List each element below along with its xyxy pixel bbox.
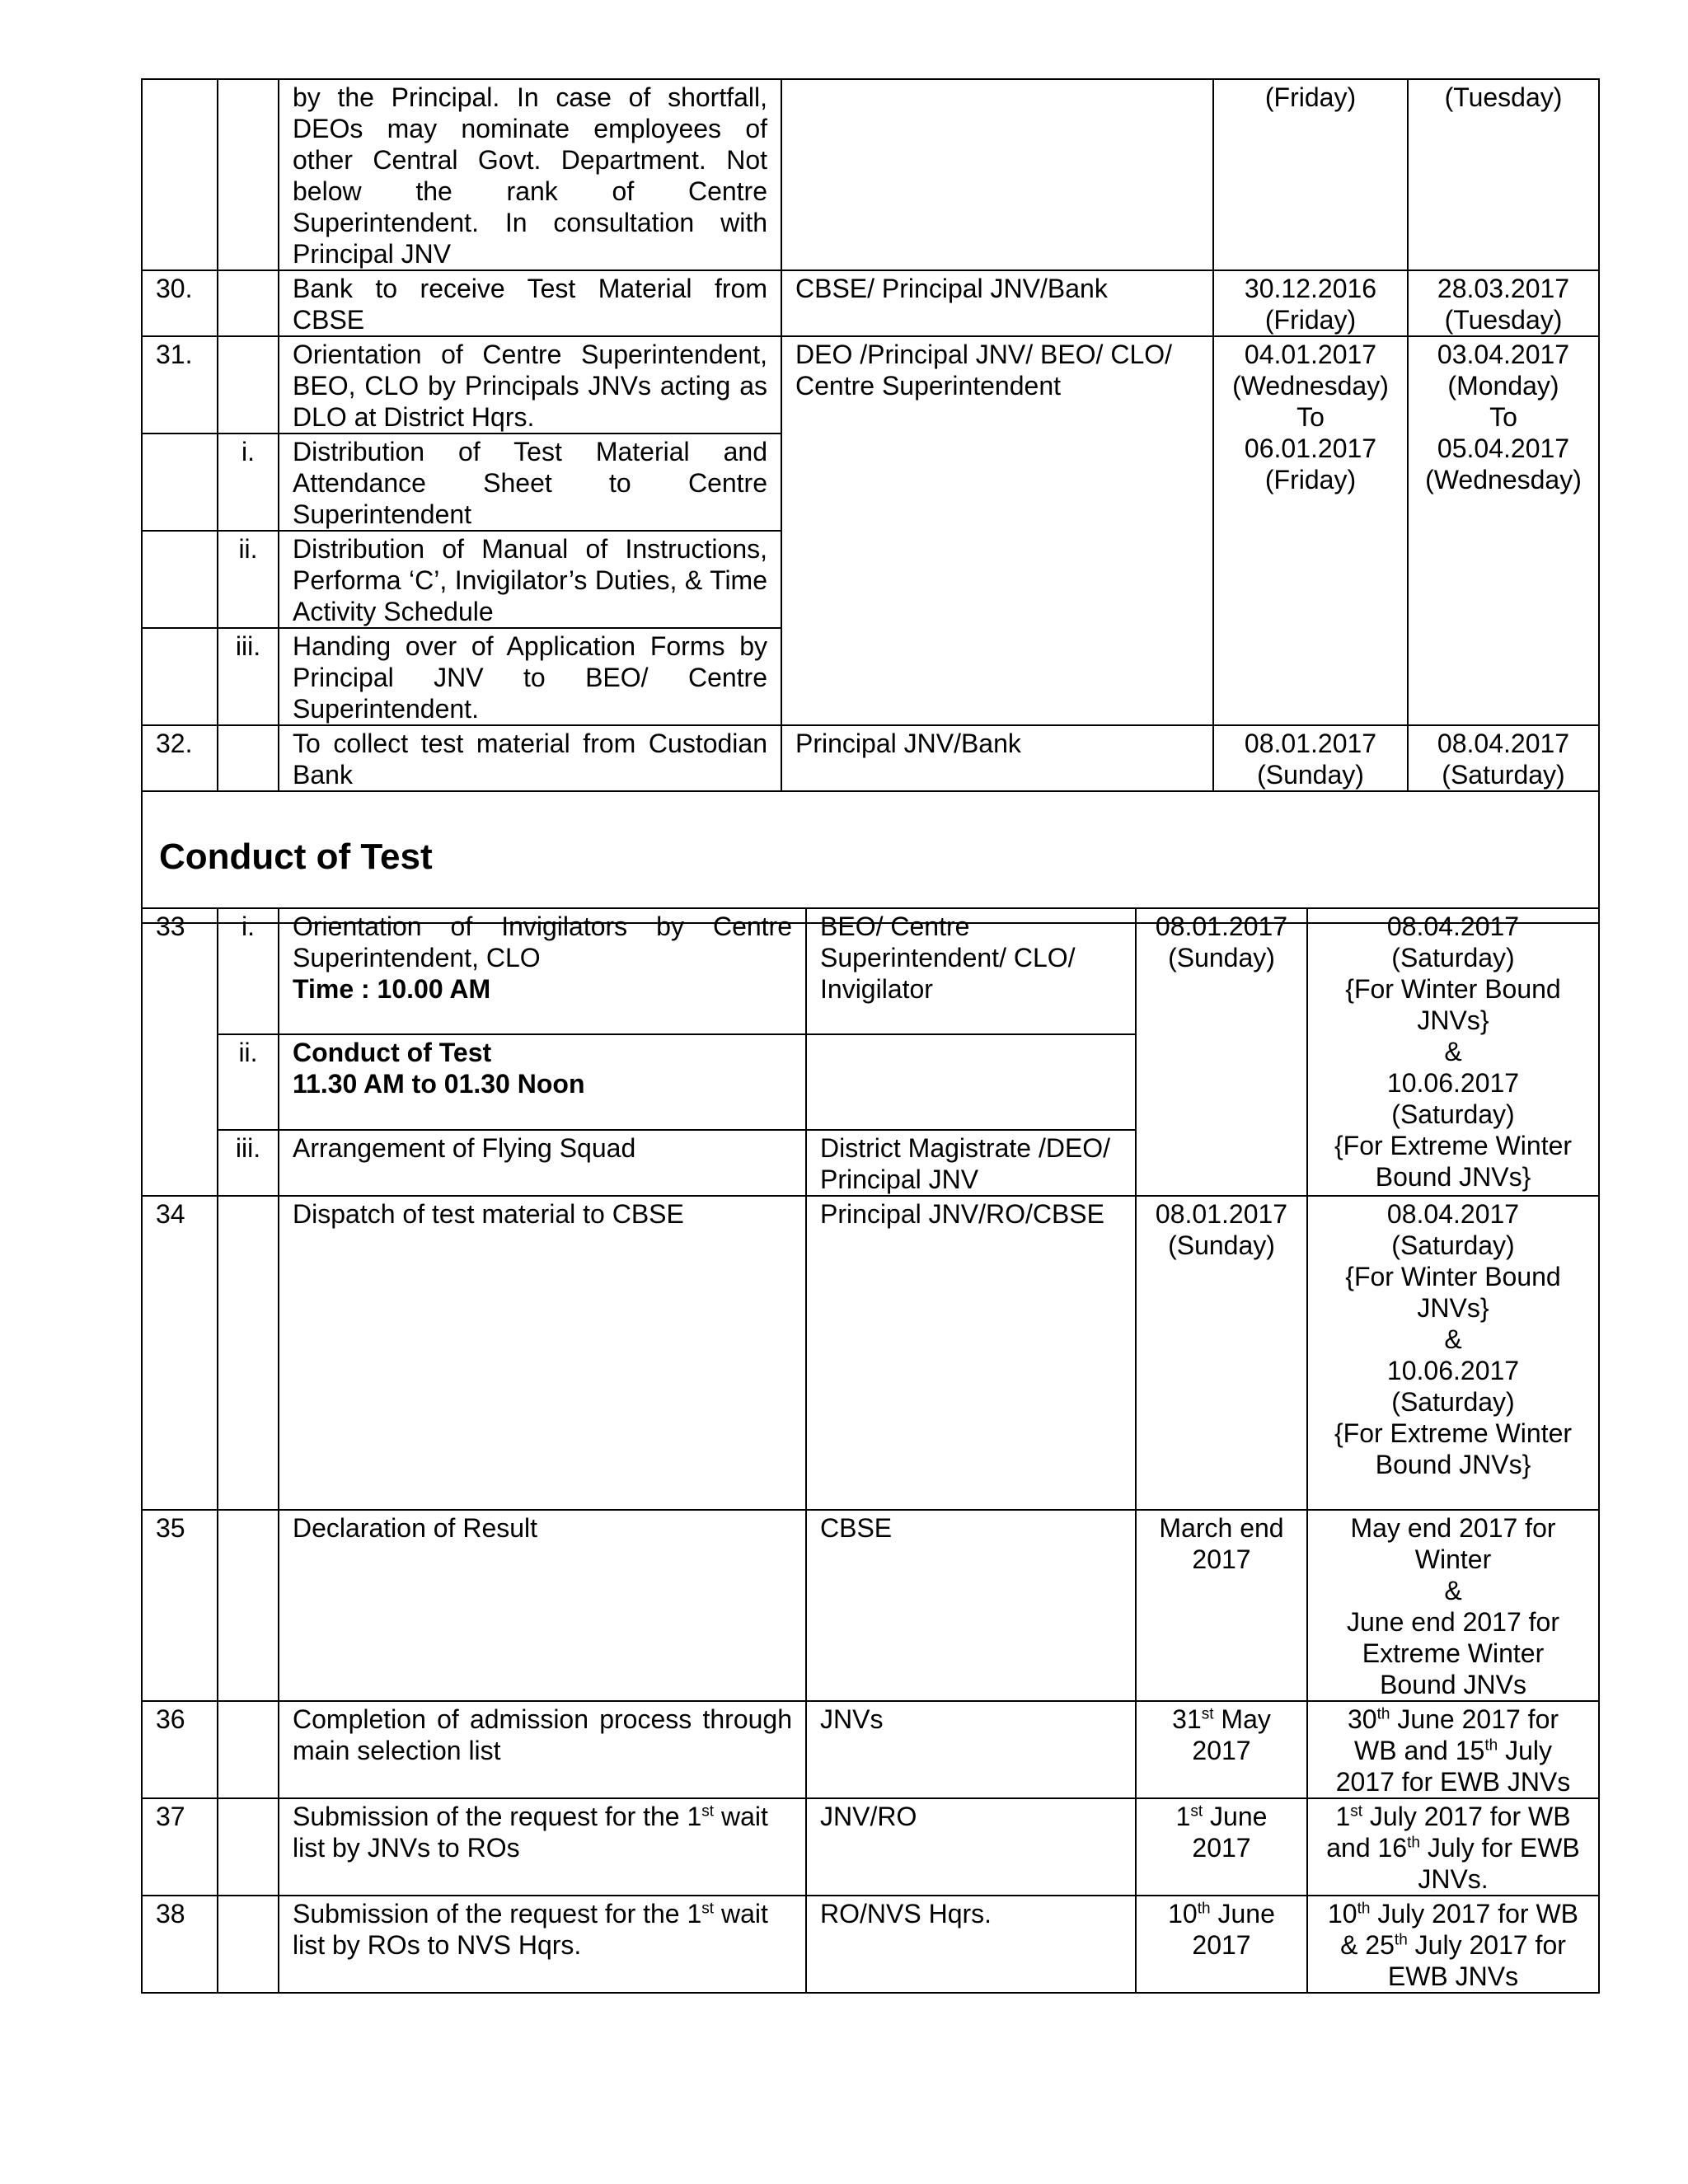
activity-cell: by the Principal. In case of shortfall, DEOs may nominate employees of other Central Govt. Department. Not below the rank of Centre Superintendent. In consultation with Principal JNV: [279, 79, 781, 270]
activity-cell: Distribution of Test Material and Attendance Sheet to Centre Superintendent: [279, 434, 781, 531]
responsible-cell: CBSE/ Principal JNV/Bank: [781, 270, 1213, 336]
date-cell-1: 08.01.2017 (Sunday): [1136, 908, 1307, 1196]
serial-number: 38: [142, 1896, 218, 1993]
date-cell-2: 08.04.2017 (Saturday) {For Winter Bound JNVs} & 10.06.2017 (Saturday) {For Extreme Winter Bound JNVs}: [1307, 908, 1599, 1196]
table-row: [142, 791, 1599, 923]
responsible-cell: CBSE: [806, 1510, 1136, 1701]
activity-cell: Dispatch of test material to CBSE: [279, 1196, 806, 1510]
date-cell-2: 08.04.2017 (Saturday) {For Winter Bound JNVs} & 10.06.2017 (Saturday) {For Extreme Winter Bound JNVs}: [1307, 1196, 1599, 1510]
sub-item-number: [218, 1196, 279, 1510]
table-row: [142, 1510, 1599, 1701]
table-row: [142, 1701, 1599, 1798]
date-cell-1: 08.01.2017 (Sunday): [1213, 725, 1408, 791]
date-cell-1: March end 2017: [1136, 1510, 1307, 1701]
responsible-cell: [806, 1034, 1136, 1130]
date-cell-2: 30th June 2017 for WB and 15th July 2017 for EWB JNVs: [1307, 1701, 1599, 1798]
activity-cell: Bank to receive Test Material from CBSE: [279, 270, 781, 336]
date-cell-2: 08.04.2017 (Saturday): [1408, 725, 1599, 791]
sub-item-number: [218, 336, 279, 434]
date-cell-1: 04.01.2017 (Wednesday) To 06.01.2017 (Friday): [1213, 336, 1408, 725]
responsible-cell: [781, 79, 1213, 270]
responsible-cell: DEO /Principal JNV/ BEO/ CLO/ Centre Superintendent: [781, 336, 1213, 725]
sub-item-number: i.: [218, 434, 279, 531]
serial-number: 30.: [142, 270, 218, 336]
serial-number: 35: [142, 1510, 218, 1701]
date-cell-2: (Tuesday): [1408, 79, 1599, 270]
date-cell-2: 10th July 2017 for WB & 25th July 2017 for EWB JNVs: [1307, 1896, 1599, 1993]
serial-number: 32.: [142, 725, 218, 791]
responsible-cell: District Magistrate /DEO/ Principal JNV: [806, 1130, 1136, 1196]
activity-cell: Arrangement of Flying Squad: [279, 1130, 806, 1196]
date-cell-1: (Friday): [1213, 79, 1408, 270]
responsible-cell: Principal JNV/Bank: [781, 725, 1213, 791]
sub-item-number: ii.: [218, 531, 279, 628]
sub-item-number: iii.: [218, 628, 279, 725]
date-cell-1: 08.01.2017 (Sunday): [1136, 1196, 1307, 1510]
serial-number: [142, 434, 218, 531]
activity-cell: Handing over of Application Forms by Principal JNV to BEO/ Centre Superintendent.: [279, 628, 781, 725]
activity-cell: Completion of admission process through main selection list: [279, 1701, 806, 1798]
sub-item-number: [218, 79, 279, 270]
serial-number: [142, 628, 218, 725]
serial-number: 31.: [142, 336, 218, 434]
sub-item-number: [218, 1510, 279, 1701]
table-row: [142, 908, 1599, 1034]
sub-item-number: iii.: [218, 1130, 279, 1196]
table-row: [142, 725, 1599, 791]
responsible-cell: Principal JNV/RO/CBSE: [806, 1196, 1136, 1510]
date-cell-1: 31st May 2017: [1136, 1701, 1307, 1798]
sub-item-number: [218, 1701, 279, 1798]
activity-cell: Orientation of Invigilators by Centre Superintendent, CLO Time : 10.00 AM: [279, 908, 806, 1034]
table-row: [142, 1798, 1599, 1896]
section-heading: Conduct of Test: [142, 791, 1599, 923]
activity-cell: Orientation of Centre Superintendent, BEO, CLO by Principals JNVs acting as DLO at District Hqrs.: [279, 336, 781, 434]
serial-number: [142, 531, 218, 628]
serial-number: 34: [142, 1196, 218, 1510]
table-row: [142, 79, 1599, 270]
activity-cell: Submission of the request for the 1st wait list by ROs to NVS Hqrs.: [279, 1896, 806, 1993]
serial-number: 36: [142, 1701, 218, 1798]
sub-item-number: [218, 1798, 279, 1896]
date-cell-1: 10th June 2017: [1136, 1896, 1307, 1993]
responsible-cell: RO/NVS Hqrs.: [806, 1896, 1136, 1993]
sub-item-number: ii.: [218, 1034, 279, 1130]
sub-item-number: [218, 270, 279, 336]
schedule-table-bottom: [141, 907, 1600, 1994]
serial-number: 37: [142, 1798, 218, 1896]
date-cell-1: 30.12.2016 (Friday): [1213, 270, 1408, 336]
date-cell-1: 1st June 2017: [1136, 1798, 1307, 1896]
responsible-cell: BEO/ Centre Superintendent/ CLO/ Invigilator: [806, 908, 1136, 1034]
table-row: [142, 270, 1599, 336]
serial-number: [142, 79, 218, 270]
date-cell-2: 1st July 2017 for WB and 16th July for EWB JNVs.: [1307, 1798, 1599, 1896]
activity-cell: To collect test material from Custodian Bank: [279, 725, 781, 791]
activity-cell: Conduct of Test 11.30 AM to 01.30 Noon: [279, 1034, 806, 1130]
activity-cell: Declaration of Result: [279, 1510, 806, 1701]
sub-item-number: [218, 725, 279, 791]
responsible-cell: JNVs: [806, 1701, 1136, 1798]
date-cell-2: May end 2017 for Winter & June end 2017 for Extreme Winter Bound JNVs: [1307, 1510, 1599, 1701]
responsible-cell: JNV/RO: [806, 1798, 1136, 1896]
date-cell-2: 03.04.2017 (Monday) To 05.04.2017 (Wednesday): [1408, 336, 1599, 725]
table-row: [142, 1196, 1599, 1510]
activity-cell: Submission of the request for the 1st wait list by JNVs to ROs: [279, 1798, 806, 1896]
schedule-table-top: [141, 78, 1600, 924]
table-row: [142, 1896, 1599, 1993]
sub-item-number: [218, 1896, 279, 1993]
activity-cell: Distribution of Manual of Instructions, Performa ‘C’, Invigilator’s Duties, & Time Activity Schedule: [279, 531, 781, 628]
table-row: [142, 336, 1599, 434]
date-cell-2: 28.03.2017 (Tuesday): [1408, 270, 1599, 336]
sub-item-number: i.: [218, 908, 279, 1034]
serial-number: 33: [142, 908, 218, 1196]
